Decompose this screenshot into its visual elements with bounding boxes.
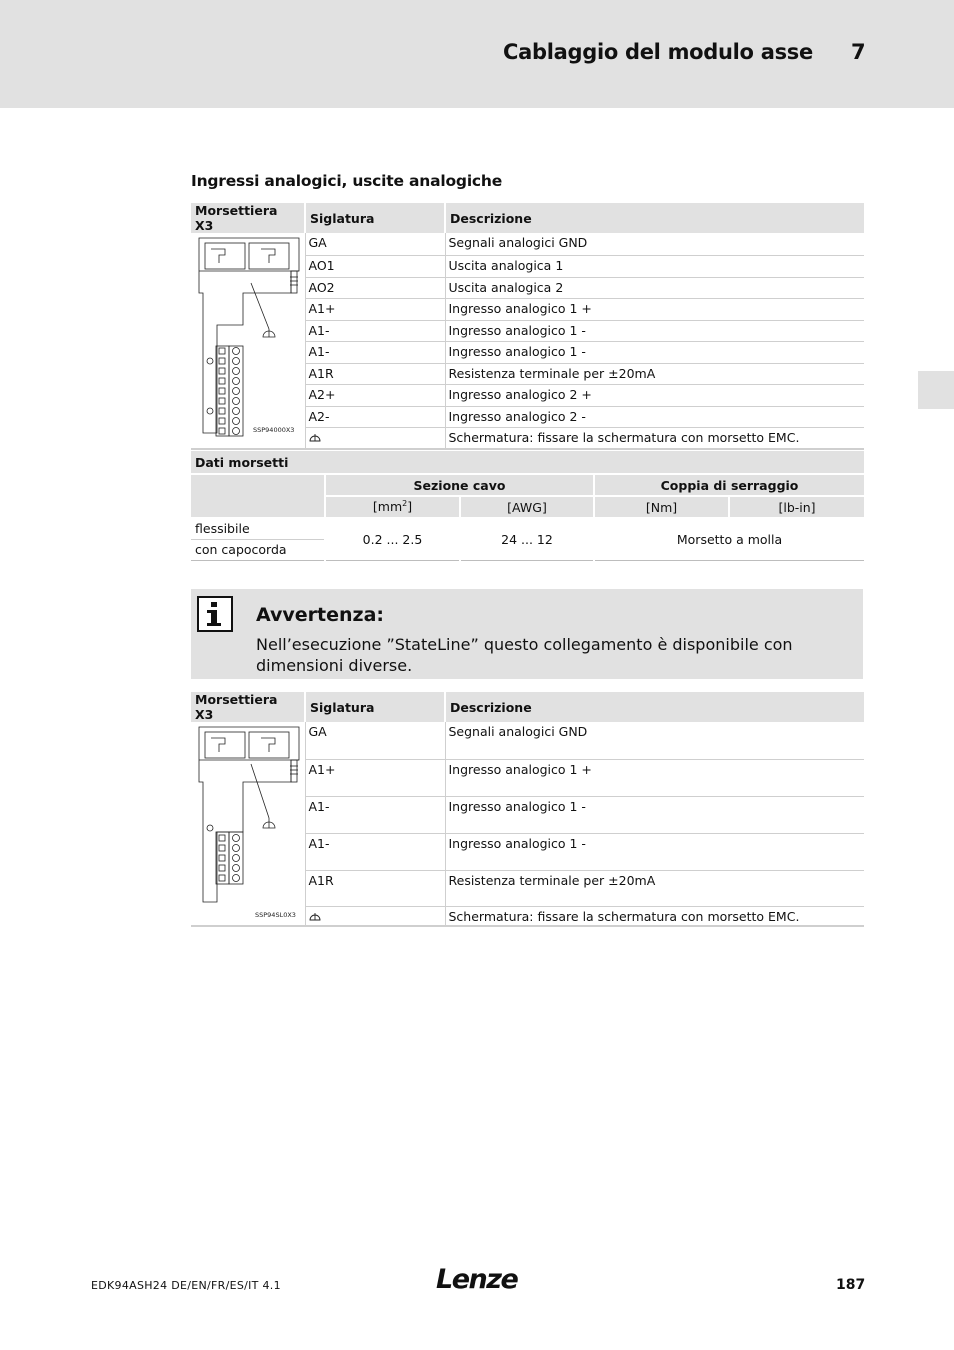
description-cell: Uscita analogica 2 [445, 277, 864, 298]
footer-document-id: EDK94ASH24 DE/EN/FR/ES/IT 4.1 [91, 1279, 281, 1292]
note-box [191, 589, 863, 679]
siglatura-cell: A1R [305, 363, 445, 384]
table-header-row [191, 203, 864, 233]
unit-awg: [AWG] [460, 496, 594, 518]
page-title: Cablaggio del modulo asse [503, 40, 813, 64]
unit-nm: [Nm] [594, 496, 729, 518]
shield-ground-icon [309, 912, 321, 922]
figure-caption: SSP94SL0X3 [255, 911, 296, 919]
row-label-ferrule: con capocorda [191, 539, 325, 560]
siglatura-cell [305, 427, 445, 449]
chapter-side-tab [918, 371, 954, 409]
terminal-table-x3-stateline [191, 692, 864, 927]
info-icon [197, 596, 233, 632]
description-cell: Ingresso analogico 1 - [445, 341, 864, 363]
description-cell: Ingresso analogico 1 + [445, 298, 864, 320]
section-heading: Ingressi analogici, uscite analogiche [191, 172, 503, 190]
column-header: Morsettiera X3 [191, 203, 305, 233]
description-cell: Segnali analogici GND [445, 722, 864, 759]
description-cell: Ingresso analogico 2 + [445, 384, 864, 406]
table-header-row [191, 692, 864, 722]
value-awg: 24 ... 12 [460, 518, 594, 560]
siglatura-cell: A1- [305, 833, 445, 870]
description-cell: Uscita analogica 1 [445, 255, 864, 277]
siglatura-cell: A1- [305, 320, 445, 341]
siglatura-cell: A1- [305, 341, 445, 363]
siglatura-cell: GA [305, 722, 445, 759]
terminal-data-title: Dati morsetti [191, 451, 864, 474]
table-row [191, 233, 864, 255]
column-header: Morsettiera X3 [191, 692, 305, 722]
description-cell: Resistenza terminale per ±20mA [445, 363, 864, 384]
note-text: Nell’esecuzione ”StateLine” questo collegamento è disponibile con dimensioni diverse. [256, 635, 793, 675]
table-row [191, 722, 864, 759]
column-header: Descrizione [445, 203, 864, 233]
siglatura-cell: A2- [305, 406, 445, 427]
unit-lbin: [lb-in] [729, 496, 864, 518]
row-label-flexible: flessibile [191, 518, 325, 539]
unit-mm2: $[mm^2]$ [325, 496, 460, 518]
description-cell: Ingresso analogico 1 - [445, 796, 864, 833]
terminal-strip-diagram [191, 722, 303, 927]
siglatura-cell: A1R [305, 870, 445, 906]
siglatura-cell [305, 906, 445, 926]
siglatura-cell: A1- [305, 796, 445, 833]
terminal-figure-cell [191, 722, 305, 926]
blank-header-cell [191, 474, 325, 518]
terminal-strip-diagram [191, 233, 303, 446]
description-cell: Schermatura: fissare la schermatura con morsetto EMC. [445, 906, 864, 926]
description-cell: Segnali analogici GND [445, 233, 864, 255]
terminal-table-x3 [191, 203, 864, 450]
description-cell: Resistenza terminale per ±20mA [445, 870, 864, 906]
column-header: Siglatura [305, 203, 445, 233]
value-mm2: 0.2 ... 2.5 [325, 518, 460, 560]
siglatura-cell: AO2 [305, 277, 445, 298]
description-cell: Ingresso analogico 1 + [445, 759, 864, 796]
group-header-torque: Coppia di serraggio [594, 474, 864, 496]
shield-ground-icon [309, 433, 321, 443]
column-header: Siglatura [305, 692, 445, 722]
siglatura-cell: A2+ [305, 384, 445, 406]
description-cell: Ingresso analogico 1 - [445, 320, 864, 341]
figure-caption: SSP94000X3 [253, 426, 295, 434]
description-cell: Ingresso analogico 2 - [445, 406, 864, 427]
lenze-logo: Lenze [436, 1264, 518, 1295]
siglatura-cell: GA [305, 233, 445, 255]
note-title: Avvertenza: [256, 604, 385, 626]
description-cell: Schermatura: fissare la schermatura con morsetto EMC. [445, 427, 864, 449]
terminal-data-table [191, 451, 864, 561]
column-header: Descrizione [445, 692, 864, 722]
siglatura-cell: A1+ [305, 298, 445, 320]
page-number: 187 [836, 1277, 866, 1293]
terminal-figure-cell [191, 233, 305, 449]
siglatura-cell: A1+ [305, 759, 445, 796]
chapter-number: 7 [851, 40, 866, 64]
group-header-wire-section: Sezione cavo [325, 474, 594, 496]
siglatura-cell: AO1 [305, 255, 445, 277]
description-cell: Ingresso analogico 1 - [445, 833, 864, 870]
value-torque: Morsetto a molla [594, 518, 864, 560]
